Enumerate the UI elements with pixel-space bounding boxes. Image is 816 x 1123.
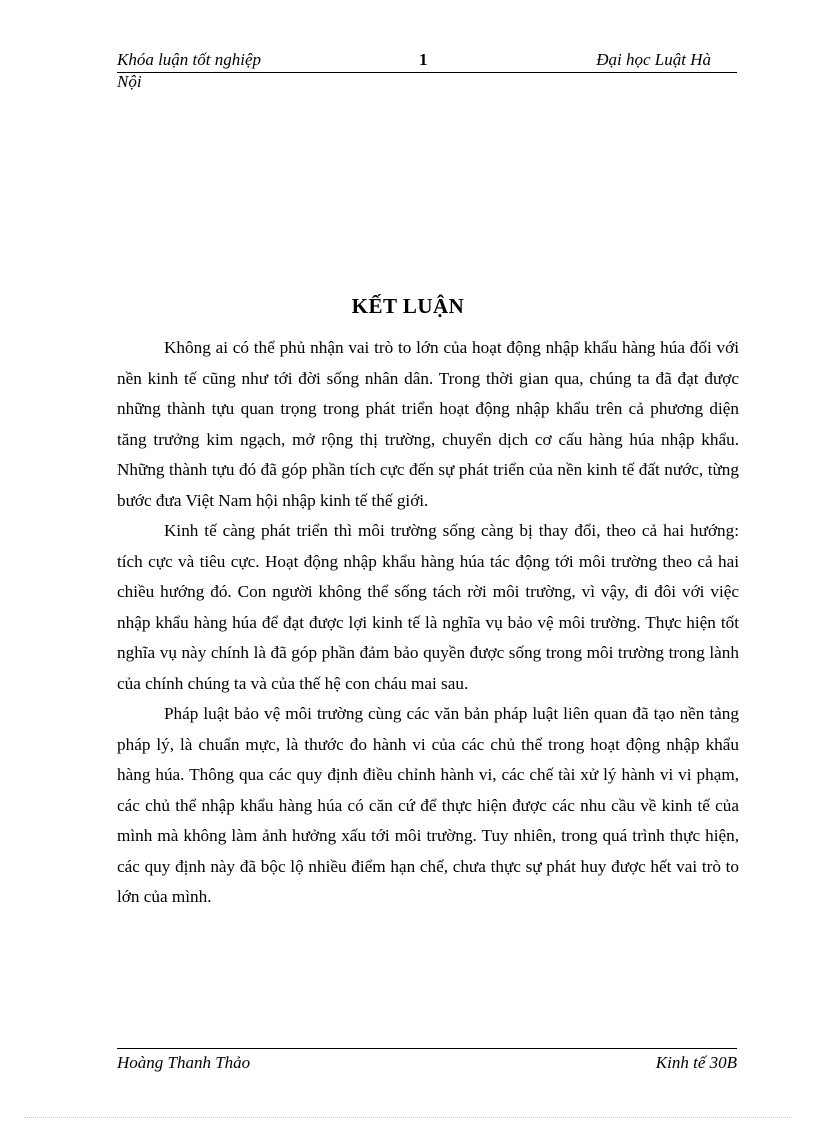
- header-university-label-wrap: Nội: [117, 72, 142, 91]
- footer-author: Hoàng Thanh Thảo: [117, 1053, 251, 1072]
- header-thesis-label: Khóa luận tốt nghiệp: [117, 50, 262, 69]
- document-body: [117, 333, 739, 913]
- page-header: [117, 50, 737, 73]
- page-title: KẾT LUẬN: [351, 294, 465, 318]
- paragraph: Không ai có thể phủ nhận vai trò to lớn của hoạt động nhập khẩu hàng húa đối với nền kinh tế cũng như tới đời sống nhân dân. Trong thời gian qua, chúng ta đã đạt được những thành tựu quan trọng trong phát triển hoạt động nhập khẩu trên cả phương diện tăng trưởng kim ngạch, mở rộng thị trường, chuyển dịch cơ cấu hàng húa nhập khẩu. Những thành tựu đó đã góp phần tích cực đến sự phát triển của nền kinh tế đất nước, từng bước đưa Việt Nam hội nhập kinh tế thế giới.: [117, 338, 739, 510]
- page-edge-divider: [24, 1117, 792, 1118]
- header-university-label: Đại học Luật Hà: [596, 50, 711, 69]
- page-footer: [117, 1048, 737, 1075]
- paragraph: Pháp luật bảo vệ môi trường cùng các văn bản pháp luật liên quan đã tạo nền tảng pháp lý, là chuẩn mực, là thước đo hành vi của các chủ thể trong hoạt động nhập khẩu hàng húa. Thông qua các quy định điều chỉnh hành vi, các chế tài xử lý hành vi vi phạm, các chủ thể nhập khẩu hàng húa có căn cứ để thực hiện được các nhu cầu về kinh tế của mình mà không làm ảnh hưởng xấu tới môi trường. Tuy nhiên, trong quá trình thực hiện, các quy định này đã bộc lộ nhiều điểm hạn chế, chưa thực sự phát huy được hết vai trò to lớn của mình.: [117, 704, 739, 906]
- paragraph: Kinh tế càng phát triển thì môi trường sống càng bị thay đổi, theo cả hai hướng: tích cực và tiêu cực. Hoạt động nhập khẩu hàng húa tác động tới môi trường theo cả hai chiều hướng đó. Con người không thể sống tách rời môi trường, vì vậy, đi đôi với việc nhập khẩu hàng húa để đạt được lợi kinh tế là nghĩa vụ bảo vệ môi trường. Thực hiện tốt nghĩa vụ này chính là đã góp phần đảm bảo quyền được sống trong môi trường trong lành của chính chúng ta và của thế hệ con cháu mai sau.: [117, 521, 739, 693]
- footer-class: Kinh tế 30B: [655, 1053, 737, 1072]
- page-number: 1: [419, 50, 428, 69]
